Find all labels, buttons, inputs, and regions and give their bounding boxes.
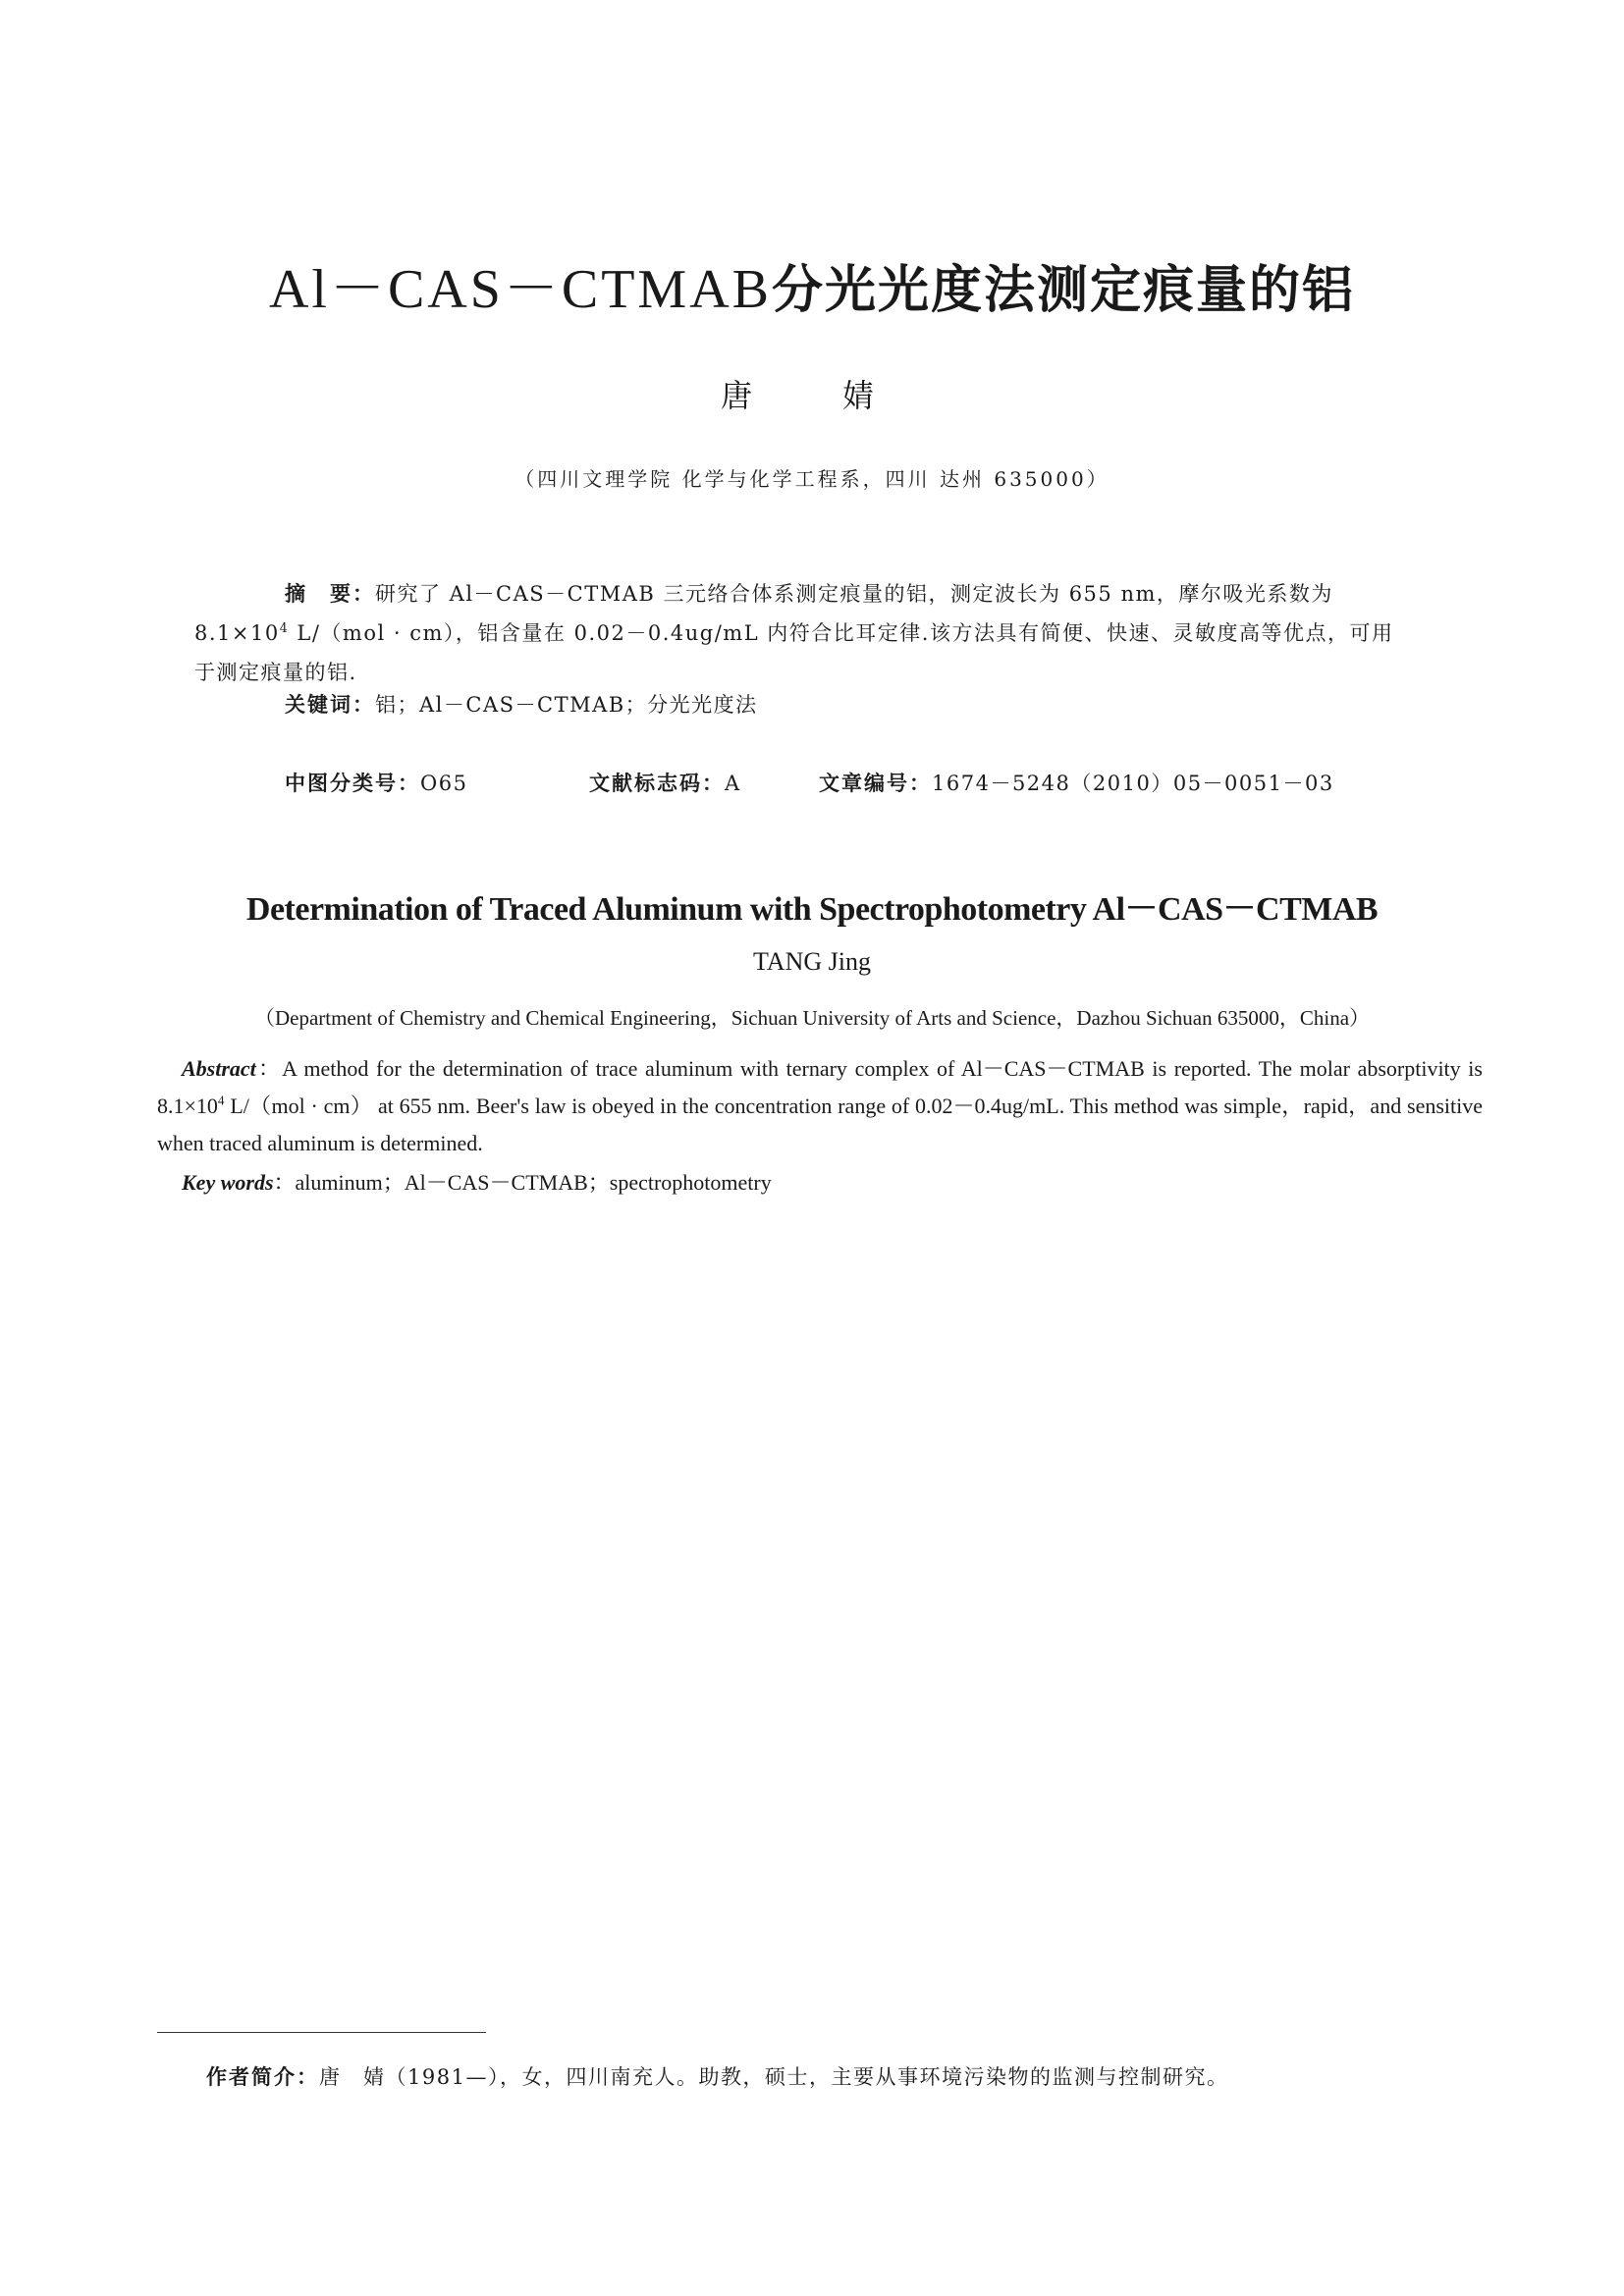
- author-english: TANG Jing: [753, 947, 871, 976]
- author-bio-footnote: [206, 2061, 1228, 2091]
- keywords-chinese: [285, 689, 758, 719]
- keywords-chinese-label: 关键词：: [285, 693, 375, 717]
- article-number-value: 1674－5248（2010）05－0051－03: [932, 772, 1334, 795]
- abstract-chinese-text-2: L/（mol · cm），铝含量在 0.02－0.4ug/mL 内符合比耳定律.该方法具有简便、快速、灵敏度高等优点，可用于测定痕量的铝.: [194, 621, 1394, 684]
- keywords-english-sep: ：: [273, 1170, 296, 1195]
- abstract-english-text-1: A method for the determination of trace aluminum with ternary complex of Al－CAS－CTMAB is reported. The molar absorptivity is 8.1×10: [157, 1056, 1483, 1118]
- author-bio-text: 唐 婧（1981—），女，四川南充人。助教，硕士，主要从事环境污染物的监测与控制研究。: [319, 2065, 1229, 2089]
- keywords-english-label: Key words: [182, 1170, 274, 1195]
- keywords-chinese-text: 铝；Al－CAS－CTMAB；分光光度法: [375, 693, 758, 717]
- keywords-english-text: aluminum；Al－CAS－CTMAB；spectrophotometry: [295, 1170, 772, 1195]
- abstract-english-label: Abstract: [182, 1056, 256, 1081]
- abstract-chinese: [194, 574, 1407, 692]
- keywords-english: [182, 1166, 772, 1197]
- article-number: [819, 768, 1334, 797]
- clc-label: 中图分类号：: [285, 772, 420, 795]
- title-formula: Al－CAS－CTMAB: [268, 259, 773, 320]
- abstract-english: [157, 1050, 1483, 1162]
- footnote-divider: [157, 2032, 486, 2033]
- document-code-value: A: [725, 772, 741, 795]
- abstract-english-text-2: L/（mol · cm） at 655 nm. Beer's law is obeyed in the concentration range of 0.02－0.4ug/mL. This method was simple，rapid，and sensitive when traced aluminum is determined.: [157, 1094, 1483, 1155]
- paper-title-english: Determination of Traced Aluminum with Spectrophotometry Al－CAS－CTMAB: [245, 891, 1379, 928]
- affiliation-chinese: （四川文理学院 化学与化学工程系，四川 达州 635000）: [514, 467, 1110, 491]
- document-code-label: 文献标志码：: [589, 772, 725, 795]
- abstract-chinese-exponent: 4: [279, 620, 290, 635]
- author-chinese: 唐 婧: [720, 377, 903, 414]
- document-code: [589, 768, 741, 797]
- affiliation-english: （Department of Chemistry and Chemical Engineering，Sichuan University of Arts and Science，Dazhou Sichuan 635000，China）: [253, 1006, 1371, 1030]
- abstract-english-sep: ：: [255, 1056, 283, 1081]
- clc-number: [285, 768, 467, 797]
- abstract-chinese-text-1: 研究了 Al－CAS－CTMAB 三元络合体系测定痕量的铝，测定波长为 655 nm，摩尔吸光系数为 8.1×10: [194, 582, 1333, 645]
- paper-title: [0, 245, 1624, 324]
- article-number-label: 文章编号：: [819, 772, 932, 795]
- title-chinese: 分光光度法测定痕量的铝: [772, 261, 1356, 320]
- author-bio-label: 作者简介：: [206, 2065, 319, 2089]
- abstract-chinese-label: 摘 要：: [285, 582, 375, 606]
- clc-value: O65: [420, 772, 468, 795]
- abstract-english-exponent: 4: [217, 1093, 225, 1108]
